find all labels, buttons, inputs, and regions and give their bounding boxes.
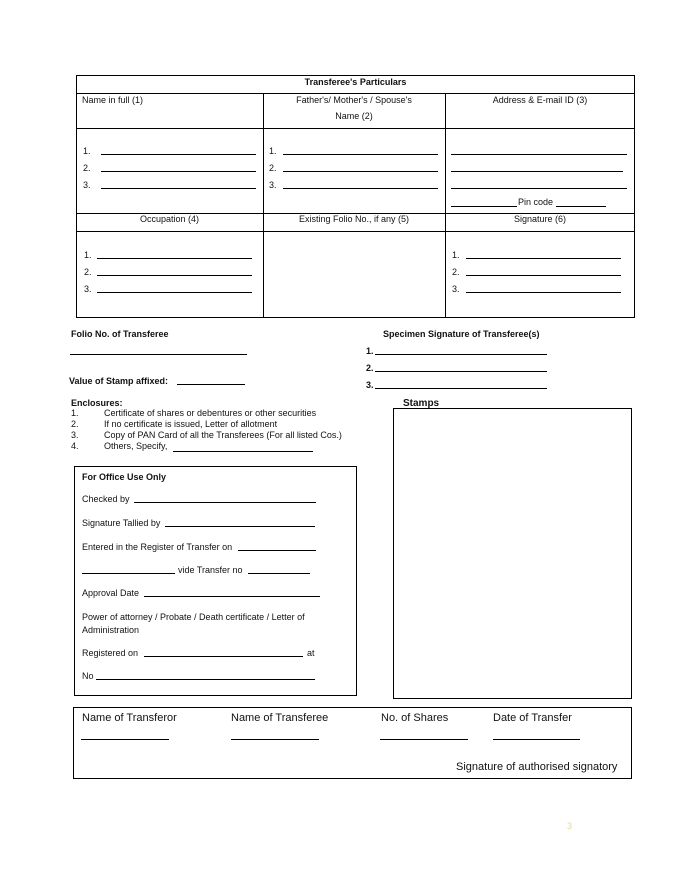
date-line[interactable] (493, 739, 580, 740)
occupation-line-1[interactable] (97, 258, 252, 259)
enclosures-heading: Enclosures: (71, 398, 123, 408)
enclosure-text-3: Copy of PAN Card of all the Transferees (For all listed Cos.) (104, 430, 342, 440)
address-line-3[interactable] (451, 188, 627, 189)
parent-num-2: 2. (269, 163, 277, 173)
checked-by-label: Checked by (82, 494, 130, 504)
col-address-header: Address & E-mail ID (3) (492, 95, 588, 105)
folio-line[interactable] (70, 354, 247, 355)
stamps-label: Stamps (403, 398, 440, 409)
signature-tallied-line[interactable] (165, 526, 315, 527)
parent-line-3[interactable] (283, 188, 438, 189)
occupation-num-3: 3. (84, 284, 92, 294)
shares-label: No. of Shares (381, 712, 449, 724)
specimen-num-3: 3. (366, 380, 374, 390)
others-specify-line[interactable] (173, 451, 313, 452)
page-number: 3 (567, 821, 573, 831)
specimen-line-3[interactable] (375, 388, 547, 389)
entered-register-label: Entered in the Register of Transfer on (82, 542, 233, 552)
enclosure-text-4: Others, Specify, (104, 441, 168, 451)
name-num-3: 3. (83, 180, 91, 190)
shares-line[interactable] (380, 739, 468, 740)
approval-date-line[interactable] (144, 596, 320, 597)
address-line-1[interactable] (451, 154, 627, 155)
address-line-2[interactable] (451, 171, 623, 172)
parent-line-2[interactable] (283, 171, 438, 172)
transferor-line[interactable] (81, 739, 169, 740)
rule (76, 231, 635, 232)
stamps-box (393, 408, 632, 699)
occupation-num-2: 2. (84, 267, 92, 277)
entered-register-line[interactable] (238, 550, 316, 551)
vide-transfer-line[interactable] (248, 573, 310, 574)
signature-line-1[interactable] (466, 258, 621, 259)
signature-num-2: 2. (452, 267, 460, 277)
occupation-line-2[interactable] (97, 275, 252, 276)
specimen-line-2[interactable] (375, 371, 547, 372)
registered-on-label: Registered on (82, 648, 139, 658)
checked-by-line[interactable] (134, 502, 316, 503)
name-num-1: 1. (83, 146, 91, 156)
registered-on-line[interactable] (144, 656, 303, 657)
specimen-line-1[interactable] (375, 354, 547, 355)
particulars-title: Transferee's Particulars (304, 77, 407, 87)
office-title: For Office Use Only (82, 472, 167, 482)
specimen-label: Specimen Signature of Transferee(s) (383, 329, 540, 339)
enclosure-num-2: 2. (71, 419, 79, 429)
vide-prefix-line[interactable] (82, 573, 175, 574)
col-parent-header: Father's/ Mother's / Spouse's (296, 95, 412, 105)
power-attorney-label: Power of attorney / Probate / Death certificate / Letter of (82, 612, 305, 622)
pin-code-line[interactable] (556, 206, 606, 207)
signature-num-3: 3. (452, 284, 460, 294)
parent-num-1: 1. (269, 146, 277, 156)
transferee-label: Name of Transferee (231, 712, 329, 724)
enclosure-text-1: Certificate of shares or debentures or other securities (104, 408, 317, 418)
signature-num-1: 1. (452, 250, 460, 260)
no-label: No (82, 671, 94, 681)
at-label: at (307, 648, 315, 658)
col-parent-header-2: Name (2) (335, 111, 373, 121)
vide-transfer-label: vide Transfer no (178, 565, 243, 575)
signature-line-2[interactable] (466, 275, 621, 276)
name-num-2: 2. (83, 163, 91, 173)
name-line-2[interactable] (101, 171, 256, 172)
date-label: Date of Transfer (493, 712, 572, 724)
enclosure-text-2: If no certificate is issued, Letter of allotment (104, 419, 278, 429)
specimen-num-1: 1. (366, 346, 374, 356)
parent-line-1[interactable] (283, 154, 438, 155)
rule (76, 128, 635, 129)
transferor-label: Name of Transferor (82, 712, 177, 724)
col-occupation-header: Occupation (4) (139, 214, 200, 224)
power-attorney-label-2: Administration (82, 625, 140, 635)
signature-line-3[interactable] (466, 292, 621, 293)
folio-label: Folio No. of Transferee (71, 329, 169, 339)
approval-date-label: Approval Date (82, 588, 140, 598)
col-signature-header: Signature (6) (513, 214, 567, 224)
stamp-value-label: Value of Stamp affixed: (69, 376, 169, 386)
enclosure-num-4: 4. (71, 441, 79, 451)
address-line-4[interactable] (451, 206, 517, 207)
col-name-header: Name in full (1) (82, 95, 144, 105)
specimen-num-2: 2. (366, 363, 374, 373)
name-line-3[interactable] (101, 188, 256, 189)
authorised-signatory-label: Signature of authorised signatory (456, 761, 618, 773)
enclosure-num-3: 3. (71, 430, 79, 440)
rule (263, 93, 264, 318)
occupation-line-3[interactable] (97, 292, 252, 293)
col-folio-header: Existing Folio No., if any (5) (298, 214, 410, 224)
parent-num-3: 3. (269, 180, 277, 190)
rule (76, 93, 635, 94)
rule (445, 93, 446, 318)
stamp-value-line[interactable] (177, 384, 245, 385)
no-line[interactable] (96, 679, 315, 680)
pin-code-label: Pin code (518, 197, 554, 207)
signature-tallied-label: Signature Tallied by (82, 518, 161, 528)
name-line-1[interactable] (101, 154, 256, 155)
enclosure-num-1: 1. (71, 408, 79, 418)
occupation-num-1: 1. (84, 250, 92, 260)
transferee-line[interactable] (231, 739, 319, 740)
